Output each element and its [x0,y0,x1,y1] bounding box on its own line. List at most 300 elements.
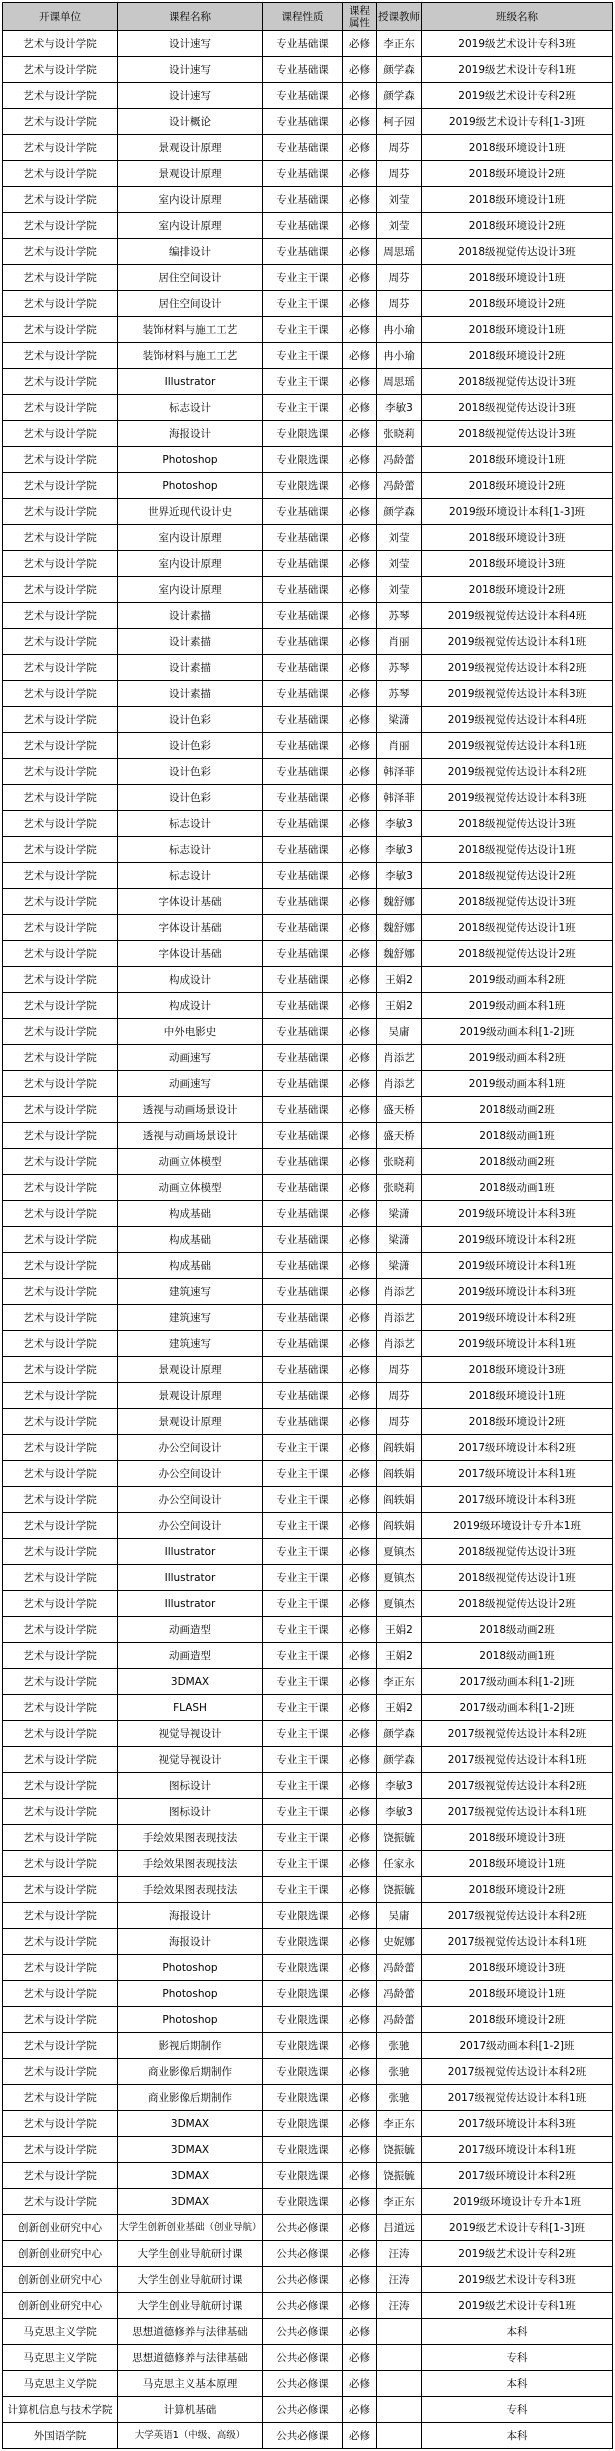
table-row[interactable] [3,1851,613,1877]
table-row[interactable] [3,1149,613,1175]
cell-teacher[interactable]: 夏镇杰 [377,1539,422,1565]
cell-course-attribute[interactable]: 必修 [343,1773,377,1799]
cell-teacher[interactable]: 饶振毓 [377,2163,422,2189]
cell-course-name[interactable]: 视觉导视设计 [118,1747,263,1773]
cell-class-name[interactable]: 2019级动画本科[1-2]班 [422,1019,613,1045]
cell-offering-unit[interactable]: 艺术与设计学院 [3,1071,118,1097]
cell-class-name[interactable]: 2019级视觉传达设计本科4班 [422,707,613,733]
cell-course-attribute[interactable]: 必修 [343,1747,377,1773]
cell-course-nature[interactable]: 专业限选课 [263,1929,343,1955]
cell-class-name[interactable]: 2018级环境设计1班 [422,187,613,213]
cell-teacher[interactable]: 苏琴 [377,655,422,681]
cell-course-attribute[interactable]: 必修 [343,707,377,733]
cell-offering-unit[interactable]: 艺术与设计学院 [3,2137,118,2163]
cell-course-attribute[interactable]: 必修 [343,1669,377,1695]
cell-offering-unit[interactable]: 马克思主义学院 [3,2319,118,2345]
cell-class-name[interactable]: 本科 [422,2423,613,2449]
cell-course-nature[interactable]: 公共必修课 [263,2293,343,2319]
cell-teacher[interactable]: 李正东 [377,2111,422,2137]
cell-course-nature[interactable]: 公共必修课 [263,2345,343,2371]
cell-teacher[interactable]: 梁潇 [377,1227,422,1253]
cell-course-attribute[interactable]: 必修 [343,1851,377,1877]
table-row[interactable] [3,343,613,369]
cell-course-name[interactable]: 室内设计原理 [118,525,263,551]
table-row[interactable] [3,603,613,629]
table-row[interactable] [3,1357,613,1383]
cell-teacher[interactable]: 阎轶娟 [377,1435,422,1461]
cell-class-name[interactable]: 2019级环境设计本科1班 [422,1331,613,1357]
cell-course-attribute[interactable]: 必修 [343,291,377,317]
table-row[interactable] [3,1071,613,1097]
cell-course-nature[interactable]: 专业基础课 [263,213,343,239]
cell-offering-unit[interactable]: 艺术与设计学院 [3,551,118,577]
cell-offering-unit[interactable]: 艺术与设计学院 [3,1747,118,1773]
cell-teacher[interactable]: 刘莹 [377,577,422,603]
cell-course-attribute[interactable]: 必修 [343,265,377,291]
cell-teacher[interactable]: 李敏3 [377,837,422,863]
cell-offering-unit[interactable]: 艺术与设计学院 [3,837,118,863]
cell-offering-unit[interactable]: 艺术与设计学院 [3,109,118,135]
cell-course-nature[interactable]: 专业基础课 [263,811,343,837]
table-row[interactable] [3,1773,613,1799]
cell-class-name[interactable]: 2019级视觉传达设计本科3班 [422,681,613,707]
table-row[interactable] [3,1201,613,1227]
cell-offering-unit[interactable]: 艺术与设计学院 [3,1903,118,1929]
cell-teacher[interactable]: 阎轶娟 [377,1487,422,1513]
table-row[interactable] [3,1903,613,1929]
cell-course-name[interactable]: 景观设计原理 [118,1383,263,1409]
table-row[interactable] [3,1617,613,1643]
cell-course-name[interactable]: 室内设计原理 [118,577,263,603]
cell-teacher[interactable]: 汪涛 [377,2241,422,2267]
cell-offering-unit[interactable]: 艺术与设计学院 [3,681,118,707]
cell-course-nature[interactable]: 专业限选课 [263,1981,343,2007]
cell-course-nature[interactable]: 专业限选课 [263,2163,343,2189]
cell-offering-unit[interactable]: 艺术与设计学院 [3,1721,118,1747]
table-row[interactable] [3,1799,613,1825]
cell-course-name[interactable]: 思想道德修养与法律基础 [118,2345,263,2371]
cell-course-attribute[interactable]: 必修 [343,1903,377,1929]
cell-class-name[interactable]: 2019级艺术设计专科2班 [422,2241,613,2267]
cell-class-name[interactable]: 2018级视觉传达设计3班 [422,889,613,915]
header-offering-unit[interactable]: 开课单位 [3,3,118,31]
cell-offering-unit[interactable]: 艺术与设计学院 [3,187,118,213]
cell-course-name[interactable]: 影视后期制作 [118,2033,263,2059]
cell-offering-unit[interactable]: 艺术与设计学院 [3,889,118,915]
cell-course-attribute[interactable]: 必修 [343,1071,377,1097]
table-row[interactable] [3,1331,613,1357]
cell-course-name[interactable]: 居住空间设计 [118,265,263,291]
cell-course-attribute[interactable]: 必修 [343,2319,377,2345]
table-row[interactable] [3,1279,613,1305]
cell-offering-unit[interactable]: 艺术与设计学院 [3,499,118,525]
cell-offering-unit[interactable]: 艺术与设计学院 [3,629,118,655]
table-row[interactable] [3,2111,613,2137]
cell-course-nature[interactable]: 专业限选课 [263,447,343,473]
cell-course-attribute[interactable]: 必修 [343,863,377,889]
cell-course-attribute[interactable]: 必修 [343,1097,377,1123]
cell-course-nature[interactable]: 公共必修课 [263,2215,343,2241]
cell-course-attribute[interactable]: 必修 [343,1149,377,1175]
cell-course-attribute[interactable]: 必修 [343,2397,377,2423]
cell-course-name[interactable]: 动画立体模型 [118,1175,263,1201]
cell-course-attribute[interactable]: 必修 [343,2293,377,2319]
cell-course-attribute[interactable]: 必修 [343,2371,377,2397]
cell-course-name[interactable]: 字体设计基础 [118,941,263,967]
cell-course-name[interactable]: Illustrator [118,1565,263,1591]
cell-class-name[interactable]: 2018级视觉传达设计3班 [422,369,613,395]
cell-teacher[interactable]: 周芬 [377,291,422,317]
cell-offering-unit[interactable]: 艺术与设计学院 [3,395,118,421]
cell-class-name[interactable]: 2018级视觉传达设计2班 [422,1591,613,1617]
cell-offering-unit[interactable]: 艺术与设计学院 [3,1669,118,1695]
table-row[interactable] [3,1955,613,1981]
cell-class-name[interactable]: 2018级环境设计1班 [422,1383,613,1409]
cell-class-name[interactable]: 2018级环境设计1班 [422,1851,613,1877]
cell-course-attribute[interactable]: 必修 [343,1617,377,1643]
cell-teacher[interactable]: 颜学森 [377,83,422,109]
table-row[interactable] [3,2371,613,2397]
cell-course-nature[interactable]: 专业主干课 [263,1669,343,1695]
cell-teacher[interactable]: 肖添艺 [377,1071,422,1097]
cell-offering-unit[interactable]: 艺术与设计学院 [3,1383,118,1409]
cell-class-name[interactable]: 2017级动画本科[1-2]班 [422,1695,613,1721]
cell-course-name[interactable]: 设计色彩 [118,733,263,759]
cell-class-name[interactable]: 2018级环境设计1班 [422,447,613,473]
cell-offering-unit[interactable]: 艺术与设计学院 [3,421,118,447]
table-row[interactable] [3,993,613,1019]
table-row[interactable] [3,31,613,57]
table-row[interactable] [3,1565,613,1591]
table-row[interactable] [3,811,613,837]
cell-offering-unit[interactable]: 艺术与设计学院 [3,1799,118,1825]
cell-course-nature[interactable]: 专业主干课 [263,317,343,343]
cell-course-attribute[interactable]: 必修 [343,733,377,759]
cell-offering-unit[interactable]: 艺术与设计学院 [3,447,118,473]
cell-course-nature[interactable]: 专业主干课 [263,1435,343,1461]
table-row[interactable] [3,837,613,863]
cell-course-name[interactable]: 设计色彩 [118,759,263,785]
cell-teacher[interactable]: 肖添艺 [377,1279,422,1305]
cell-offering-unit[interactable]: 艺术与设计学院 [3,1331,118,1357]
cell-course-name[interactable]: 构成设计 [118,967,263,993]
cell-course-nature[interactable]: 专业基础课 [263,1149,343,1175]
cell-course-attribute[interactable]: 必修 [343,473,377,499]
cell-course-name[interactable]: 马克思主义基本原理 [118,2371,263,2397]
cell-class-name[interactable]: 2018级环境设计2班 [422,161,613,187]
cell-class-name[interactable]: 2018级动画2班 [422,1149,613,1175]
cell-teacher[interactable]: 李敏3 [377,811,422,837]
cell-course-name[interactable]: 3DMAX [118,1669,263,1695]
cell-teacher[interactable]: 夏镇杰 [377,1591,422,1617]
table-row[interactable] [3,1643,613,1669]
cell-teacher[interactable]: 梁潇 [377,1253,422,1279]
cell-course-attribute[interactable]: 必修 [343,967,377,993]
cell-class-name[interactable]: 2018级环境设计1班 [422,317,613,343]
cell-course-nature[interactable]: 专业基础课 [263,525,343,551]
cell-course-attribute[interactable]: 必修 [343,317,377,343]
cell-course-name[interactable]: 动画立体模型 [118,1149,263,1175]
cell-course-nature[interactable]: 专业限选课 [263,2137,343,2163]
table-row[interactable] [3,1097,613,1123]
cell-course-nature[interactable]: 专业基础课 [263,603,343,629]
cell-teacher[interactable]: 颜学森 [377,499,422,525]
cell-course-attribute[interactable]: 必修 [343,57,377,83]
header-course-nature[interactable]: 课程性质 [263,3,343,31]
cell-teacher[interactable] [377,2423,422,2449]
cell-course-nature[interactable]: 专业基础课 [263,837,343,863]
cell-teacher[interactable]: 肖添艺 [377,1331,422,1357]
cell-course-nature[interactable]: 专业基础课 [263,889,343,915]
cell-teacher[interactable]: 梁潇 [377,707,422,733]
cell-offering-unit[interactable]: 艺术与设计学院 [3,317,118,343]
cell-course-nature[interactable]: 专业主干课 [263,343,343,369]
table-row[interactable] [3,1825,613,1851]
cell-class-name[interactable]: 2018级环境设计2班 [422,291,613,317]
cell-class-name[interactable]: 2018级环境设计2班 [422,577,613,603]
table-row[interactable] [3,1929,613,1955]
cell-offering-unit[interactable]: 艺术与设计学院 [3,1357,118,1383]
cell-class-name[interactable]: 2019级环境设计本科3班 [422,1279,613,1305]
cell-class-name[interactable]: 2019级艺术设计专科2班 [422,83,613,109]
cell-class-name[interactable]: 2018级环境设计1班 [422,1981,613,2007]
cell-teacher[interactable]: 饶振毓 [377,1825,422,1851]
cell-course-name[interactable]: 标志设计 [118,863,263,889]
table-row[interactable] [3,1981,613,2007]
cell-course-nature[interactable]: 专业基础课 [263,733,343,759]
table-row[interactable] [3,2293,613,2319]
cell-course-attribute[interactable]: 必修 [343,1539,377,1565]
cell-course-name[interactable]: 办公空间设计 [118,1461,263,1487]
cell-teacher[interactable]: 李敏3 [377,863,422,889]
cell-class-name[interactable]: 2018级视觉传达设计3班 [422,239,613,265]
cell-teacher[interactable]: 韩泽菲 [377,785,422,811]
cell-teacher[interactable]: 苏琴 [377,681,422,707]
cell-offering-unit[interactable]: 创新创业研究中心 [3,2267,118,2293]
cell-class-name[interactable]: 2019级环境设计本科3班 [422,1201,613,1227]
cell-course-nature[interactable]: 专业基础课 [263,1383,343,1409]
cell-course-nature[interactable]: 专业基础课 [263,83,343,109]
cell-class-name[interactable]: 2018级环境设计3班 [422,551,613,577]
cell-offering-unit[interactable]: 艺术与设计学院 [3,1305,118,1331]
cell-course-name[interactable]: 设计素描 [118,655,263,681]
table-row[interactable] [3,655,613,681]
cell-teacher[interactable]: 张晓莉 [377,1175,422,1201]
cell-course-name[interactable]: 构成基础 [118,1201,263,1227]
cell-course-attribute[interactable]: 必修 [343,551,377,577]
cell-course-nature[interactable]: 专业主干课 [263,1643,343,1669]
cell-course-nature[interactable]: 专业主干课 [263,1721,343,1747]
cell-course-nature[interactable]: 专业主干课 [263,1747,343,1773]
table-row[interactable] [3,733,613,759]
cell-class-name[interactable]: 2019级环境设计专升本1班 [422,1513,613,1539]
cell-class-name[interactable]: 2017级视觉传达设计本科2班 [422,1903,613,1929]
cell-course-nature[interactable]: 公共必修课 [263,2267,343,2293]
cell-course-attribute[interactable]: 必修 [343,109,377,135]
table-row[interactable] [3,2007,613,2033]
cell-teacher[interactable]: 魏舒娜 [377,941,422,967]
cell-course-attribute[interactable]: 必修 [343,1955,377,1981]
cell-class-name[interactable]: 2019级环境设计专升本1班 [422,2189,613,2215]
cell-course-nature[interactable]: 专业基础课 [263,785,343,811]
table-row[interactable] [3,1539,613,1565]
cell-class-name[interactable]: 本科 [422,2319,613,2345]
cell-offering-unit[interactable]: 艺术与设计学院 [3,239,118,265]
cell-teacher[interactable]: 冯龄蕾 [377,1955,422,1981]
cell-course-name[interactable]: 建筑速写 [118,1331,263,1357]
cell-teacher[interactable]: 阎轶娟 [377,1461,422,1487]
table-row[interactable] [3,629,613,655]
cell-course-nature[interactable]: 专业基础课 [263,681,343,707]
cell-course-name[interactable]: 设计速写 [118,31,263,57]
cell-teacher[interactable]: 周思瑶 [377,239,422,265]
cell-class-name[interactable]: 2019级视觉传达设计本科1班 [422,733,613,759]
cell-course-attribute[interactable]: 必修 [343,1279,377,1305]
cell-teacher[interactable]: 周芬 [377,265,422,291]
table-row[interactable] [3,1487,613,1513]
cell-course-nature[interactable]: 专业基础课 [263,707,343,733]
table-row[interactable] [3,2163,613,2189]
cell-offering-unit[interactable]: 艺术与设计学院 [3,655,118,681]
cell-class-name[interactable]: 2018级环境设计3班 [422,1825,613,1851]
cell-offering-unit[interactable]: 艺术与设计学院 [3,57,118,83]
cell-course-attribute[interactable]: 必修 [343,2189,377,2215]
cell-course-nature[interactable]: 专业限选课 [263,1955,343,1981]
cell-course-nature[interactable]: 专业主干课 [263,1513,343,1539]
cell-course-name[interactable]: 海报设计 [118,1929,263,1955]
cell-teacher[interactable] [377,2371,422,2397]
cell-course-name[interactable]: 标志设计 [118,837,263,863]
cell-course-attribute[interactable]: 必修 [343,2137,377,2163]
cell-course-name[interactable]: 手绘效果图表现技法 [118,1877,263,1903]
cell-offering-unit[interactable]: 艺术与设计学院 [3,603,118,629]
table-row[interactable] [3,1305,613,1331]
cell-course-attribute[interactable]: 必修 [343,1487,377,1513]
table-row[interactable] [3,2345,613,2371]
cell-offering-unit[interactable]: 艺术与设计学院 [3,577,118,603]
cell-teacher[interactable]: 张晓莉 [377,1149,422,1175]
cell-offering-unit[interactable]: 艺术与设计学院 [3,1123,118,1149]
table-row[interactable] [3,1253,613,1279]
header-course-attribute[interactable]: 课程属性 [343,3,377,31]
cell-course-name[interactable]: 大学生创业导航研讨课 [118,2241,263,2267]
cell-course-name[interactable]: 世界近现代设计史 [118,499,263,525]
cell-course-nature[interactable]: 专业基础课 [263,915,343,941]
cell-offering-unit[interactable]: 艺术与设计学院 [3,1981,118,2007]
cell-course-nature[interactable]: 专业主干课 [263,1487,343,1513]
cell-teacher[interactable]: 苏琴 [377,603,422,629]
cell-offering-unit[interactable]: 艺术与设计学院 [3,759,118,785]
cell-course-name[interactable]: 景观设计原理 [118,1357,263,1383]
table-row[interactable] [3,1461,613,1487]
cell-class-name[interactable]: 2019级动画本科1班 [422,993,613,1019]
cell-teacher[interactable]: 周芬 [377,1357,422,1383]
cell-course-attribute[interactable]: 必修 [343,1825,377,1851]
cell-course-name[interactable]: 构成设计 [118,993,263,1019]
cell-course-attribute[interactable]: 必修 [343,1409,377,1435]
cell-teacher[interactable]: 冯龄蕾 [377,1981,422,2007]
cell-teacher[interactable]: 王娟2 [377,967,422,993]
cell-offering-unit[interactable]: 创新创业研究中心 [3,2215,118,2241]
cell-course-nature[interactable]: 专业基础课 [263,967,343,993]
table-row[interactable] [3,1721,613,1747]
cell-offering-unit[interactable]: 艺术与设计学院 [3,161,118,187]
cell-course-nature[interactable]: 专业主干课 [263,1461,343,1487]
cell-course-name[interactable]: 编排设计 [118,239,263,265]
cell-course-nature[interactable]: 专业限选课 [263,2059,343,2085]
cell-course-name[interactable]: 大学生创新创业基础（创业导航） [118,2215,263,2241]
cell-course-attribute[interactable]: 必修 [343,421,377,447]
cell-course-attribute[interactable]: 必修 [343,1565,377,1591]
cell-course-attribute[interactable]: 必修 [343,655,377,681]
cell-offering-unit[interactable]: 艺术与设计学院 [3,1227,118,1253]
cell-course-attribute[interactable]: 必修 [343,785,377,811]
cell-class-name[interactable]: 2018级环境设计2班 [422,2007,613,2033]
cell-course-nature[interactable]: 专业基础课 [263,629,343,655]
cell-teacher[interactable]: 吴庸 [377,1019,422,1045]
cell-course-nature[interactable]: 专业主干课 [263,291,343,317]
cell-offering-unit[interactable]: 艺术与设计学院 [3,1929,118,1955]
cell-class-name[interactable]: 2018级环境设计2班 [422,213,613,239]
cell-teacher[interactable]: 任家永 [377,1851,422,1877]
cell-course-nature[interactable]: 专业基础课 [263,187,343,213]
cell-course-name[interactable]: 构成基础 [118,1253,263,1279]
cell-course-nature[interactable]: 公共必修课 [263,2397,343,2423]
cell-class-name[interactable]: 2018级环境设计1班 [422,265,613,291]
cell-course-attribute[interactable]: 必修 [343,889,377,915]
cell-course-nature[interactable]: 专业限选课 [263,421,343,447]
cell-class-name[interactable]: 2018级环境设计2班 [422,473,613,499]
table-row[interactable] [3,83,613,109]
cell-teacher[interactable]: 颜学森 [377,57,422,83]
cell-course-name[interactable]: 透视与动画场景设计 [118,1097,263,1123]
cell-class-name[interactable]: 2019级视觉传达设计本科2班 [422,759,613,785]
cell-course-attribute[interactable]: 必修 [343,135,377,161]
cell-course-nature[interactable]: 专业基础课 [263,1357,343,1383]
cell-course-nature[interactable]: 专业主干课 [263,1695,343,1721]
cell-course-attribute[interactable]: 必修 [343,1201,377,1227]
cell-course-attribute[interactable]: 必修 [343,577,377,603]
cell-offering-unit[interactable]: 艺术与设计学院 [3,2007,118,2033]
cell-course-name[interactable]: 动画速写 [118,1071,263,1097]
cell-course-name[interactable]: 图标设计 [118,1799,263,1825]
table-row[interactable] [3,2215,613,2241]
cell-class-name[interactable]: 2019级环境设计本科2班 [422,1305,613,1331]
cell-teacher[interactable]: 李正东 [377,1669,422,1695]
cell-class-name[interactable]: 2018级视觉传达设计2班 [422,863,613,889]
cell-class-name[interactable]: 2018级环境设计3班 [422,1357,613,1383]
table-row[interactable] [3,1591,613,1617]
cell-course-nature[interactable]: 专业主干课 [263,1851,343,1877]
cell-course-nature[interactable]: 专业主干课 [263,1877,343,1903]
cell-course-nature[interactable]: 专业主干课 [263,1591,343,1617]
cell-class-name[interactable]: 2019级动画本科2班 [422,967,613,993]
cell-course-name[interactable]: 海报设计 [118,1903,263,1929]
cell-course-name[interactable]: 字体设计基础 [118,889,263,915]
cell-offering-unit[interactable]: 艺术与设计学院 [3,1045,118,1071]
cell-course-attribute[interactable]: 必修 [343,759,377,785]
cell-class-name[interactable]: 2019级视觉传达设计本科1班 [422,629,613,655]
cell-course-attribute[interactable]: 必修 [343,1721,377,1747]
cell-course-name[interactable]: Illustrator [118,369,263,395]
cell-course-nature[interactable]: 专业基础课 [263,135,343,161]
cell-course-nature[interactable]: 专业基础课 [263,1071,343,1097]
cell-course-attribute[interactable]: 必修 [343,31,377,57]
cell-course-name[interactable]: 设计概论 [118,109,263,135]
cell-course-attribute[interactable]: 必修 [343,1305,377,1331]
cell-class-name[interactable]: 2017级环境设计本科3班 [422,1487,613,1513]
cell-class-name[interactable]: 2018级视觉传达设计3班 [422,421,613,447]
